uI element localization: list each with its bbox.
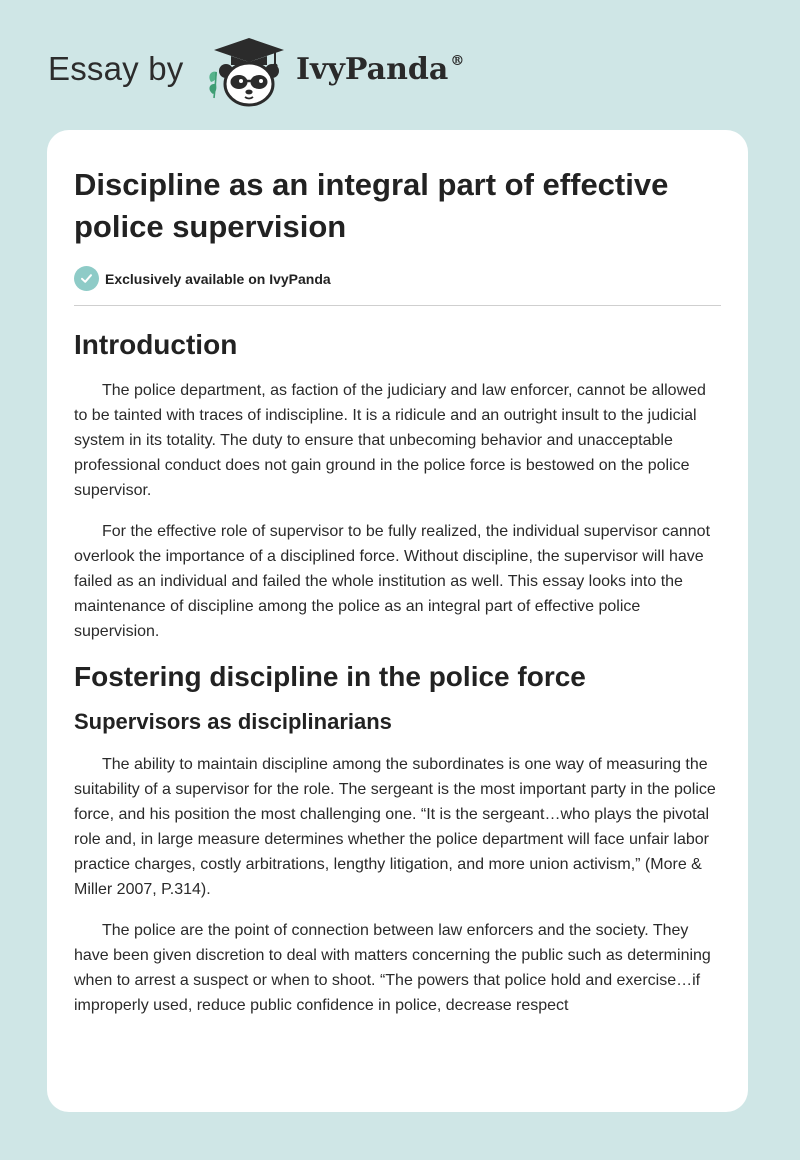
exclusive-label: Exclusively available on IvyPanda [105,270,331,287]
section-heading-fostering: Fostering discipline in the police force [74,661,586,692]
brand-name[interactable] [296,52,464,87]
subsection-heading-supervisors: Supervisors as disciplinarians [74,709,392,734]
brand-name-text: IvyPanda [296,52,449,87]
essay-card [47,130,748,1112]
paragraph: The ability to maintain discipline among the subordinates is one way of measuring the suitability of a supervisor for the role. The sergeant is the most important party in the police force, and his position the most challenging one. “It is the sergeant…who plays the pivotal role and, in large measure determines whether the police department will face unfair labor practice charges, costly arbitrations, lengthy litigation, and more union activism,” (More & Miller 2007, P.314). [74,756,716,898]
exclusive-badge-row [74,266,721,306]
check-circle-icon [74,266,99,291]
trademark-symbol: ® [450,53,465,69]
section-heading-introduction: Introduction [74,329,238,360]
paragraph: The police department, as faction of the judiciary and law enforcer, cannot be allowed to be tainted with traces of indiscipline. It is a ridicule and an outright insult to the judicial system in its totality. The duty to ensure that unbecoming behavior and unacceptable professional conduct does not gain ground in the police force is bestowed on the police supervisor. [74,382,706,499]
brand-header [48,34,468,110]
brand-prefix: Essay by [48,50,184,87]
panda-logo-icon[interactable] [201,34,293,110]
essay-title: Discipline as an integral part of effective police supervision [74,167,669,244]
paragraph: The police are the point of connection between law enforcers and the society. They have been given discretion to deal with matters concerning the public such as determining when to arrest a suspect or when to shoot. “The powers that police hold and exercise…if improperly used, reduce public confidence in police, decrease respect [74,922,711,1014]
paragraph: For the effective role of supervisor to be fully realized, the individual supervisor cannot overlook the importance of a disciplined force. Without discipline, the supervisor will have failed as an individual and failed the whole institution as well. This essay looks into the maintenance of discipline among the police as an integral part of effective police supervision. [74,523,711,640]
